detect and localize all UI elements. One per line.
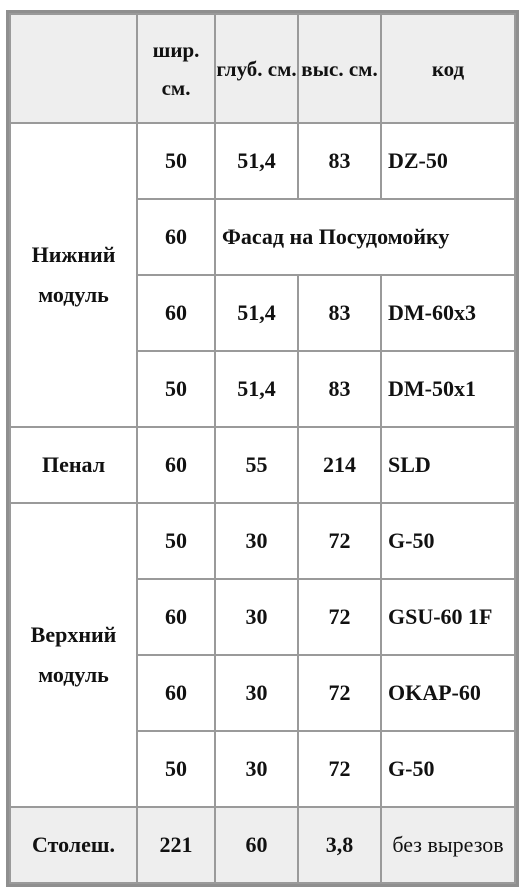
- spec-table-container: [6, 10, 519, 887]
- cell-height: 72: [299, 504, 380, 578]
- group-upper-module: Верхний модуль: [11, 504, 136, 806]
- furniture-spec-table: [6, 10, 519, 887]
- cell-depth: 51,4: [216, 276, 297, 350]
- cell-width: 221: [138, 808, 214, 882]
- cell-code-no-cutouts: без вырезов: [382, 808, 514, 882]
- cell-dishwasher-facade: Фасад на Посудомойку: [216, 200, 514, 274]
- cell-code: DM-50x1: [382, 352, 514, 426]
- cell-height: 72: [299, 732, 380, 806]
- cell-height: 83: [299, 352, 380, 426]
- cell-code: G-50: [382, 504, 514, 578]
- table-row: [11, 504, 514, 578]
- cell-code: DZ-50: [382, 124, 514, 198]
- cell-code: OKAP-60: [382, 656, 514, 730]
- cell-height: 3,8: [299, 808, 380, 882]
- cell-depth: 30: [216, 656, 297, 730]
- group-countertop: Столеш.: [11, 808, 136, 882]
- cell-depth: 30: [216, 580, 297, 654]
- table-row-countertop: [11, 808, 514, 882]
- cell-width: 60: [138, 200, 214, 274]
- header-group-cell: [11, 15, 136, 122]
- cell-height: 83: [299, 276, 380, 350]
- cell-height: 83: [299, 124, 380, 198]
- cell-code: SLD: [382, 428, 514, 502]
- cell-depth: 30: [216, 732, 297, 806]
- header-width: шир. см.: [138, 15, 214, 122]
- cell-width: 50: [138, 352, 214, 426]
- header-height: выс. см.: [299, 15, 380, 122]
- cell-width: 60: [138, 580, 214, 654]
- cell-code: G-50: [382, 732, 514, 806]
- cell-depth: 51,4: [216, 352, 297, 426]
- header-depth: глуб. см.: [216, 15, 297, 122]
- cell-width: 60: [138, 656, 214, 730]
- cell-depth: 51,4: [216, 124, 297, 198]
- cell-code: DM-60x3: [382, 276, 514, 350]
- cell-width: 50: [138, 124, 214, 198]
- cell-height: 214: [299, 428, 380, 502]
- group-tall-unit: Пенал: [11, 428, 136, 502]
- group-lower-module: Нижний модуль: [11, 124, 136, 426]
- cell-height: 72: [299, 580, 380, 654]
- cell-depth: 55: [216, 428, 297, 502]
- cell-width: 60: [138, 428, 214, 502]
- cell-depth: 30: [216, 504, 297, 578]
- cell-depth: 60: [216, 808, 297, 882]
- header-row: [11, 15, 514, 122]
- cell-width: 60: [138, 276, 214, 350]
- cell-code: GSU-60 1F: [382, 580, 514, 654]
- cell-width: 50: [138, 732, 214, 806]
- cell-height: 72: [299, 656, 380, 730]
- header-code: код: [382, 15, 514, 122]
- table-row: [11, 124, 514, 198]
- table-row: [11, 428, 514, 502]
- cell-width: 50: [138, 504, 214, 578]
